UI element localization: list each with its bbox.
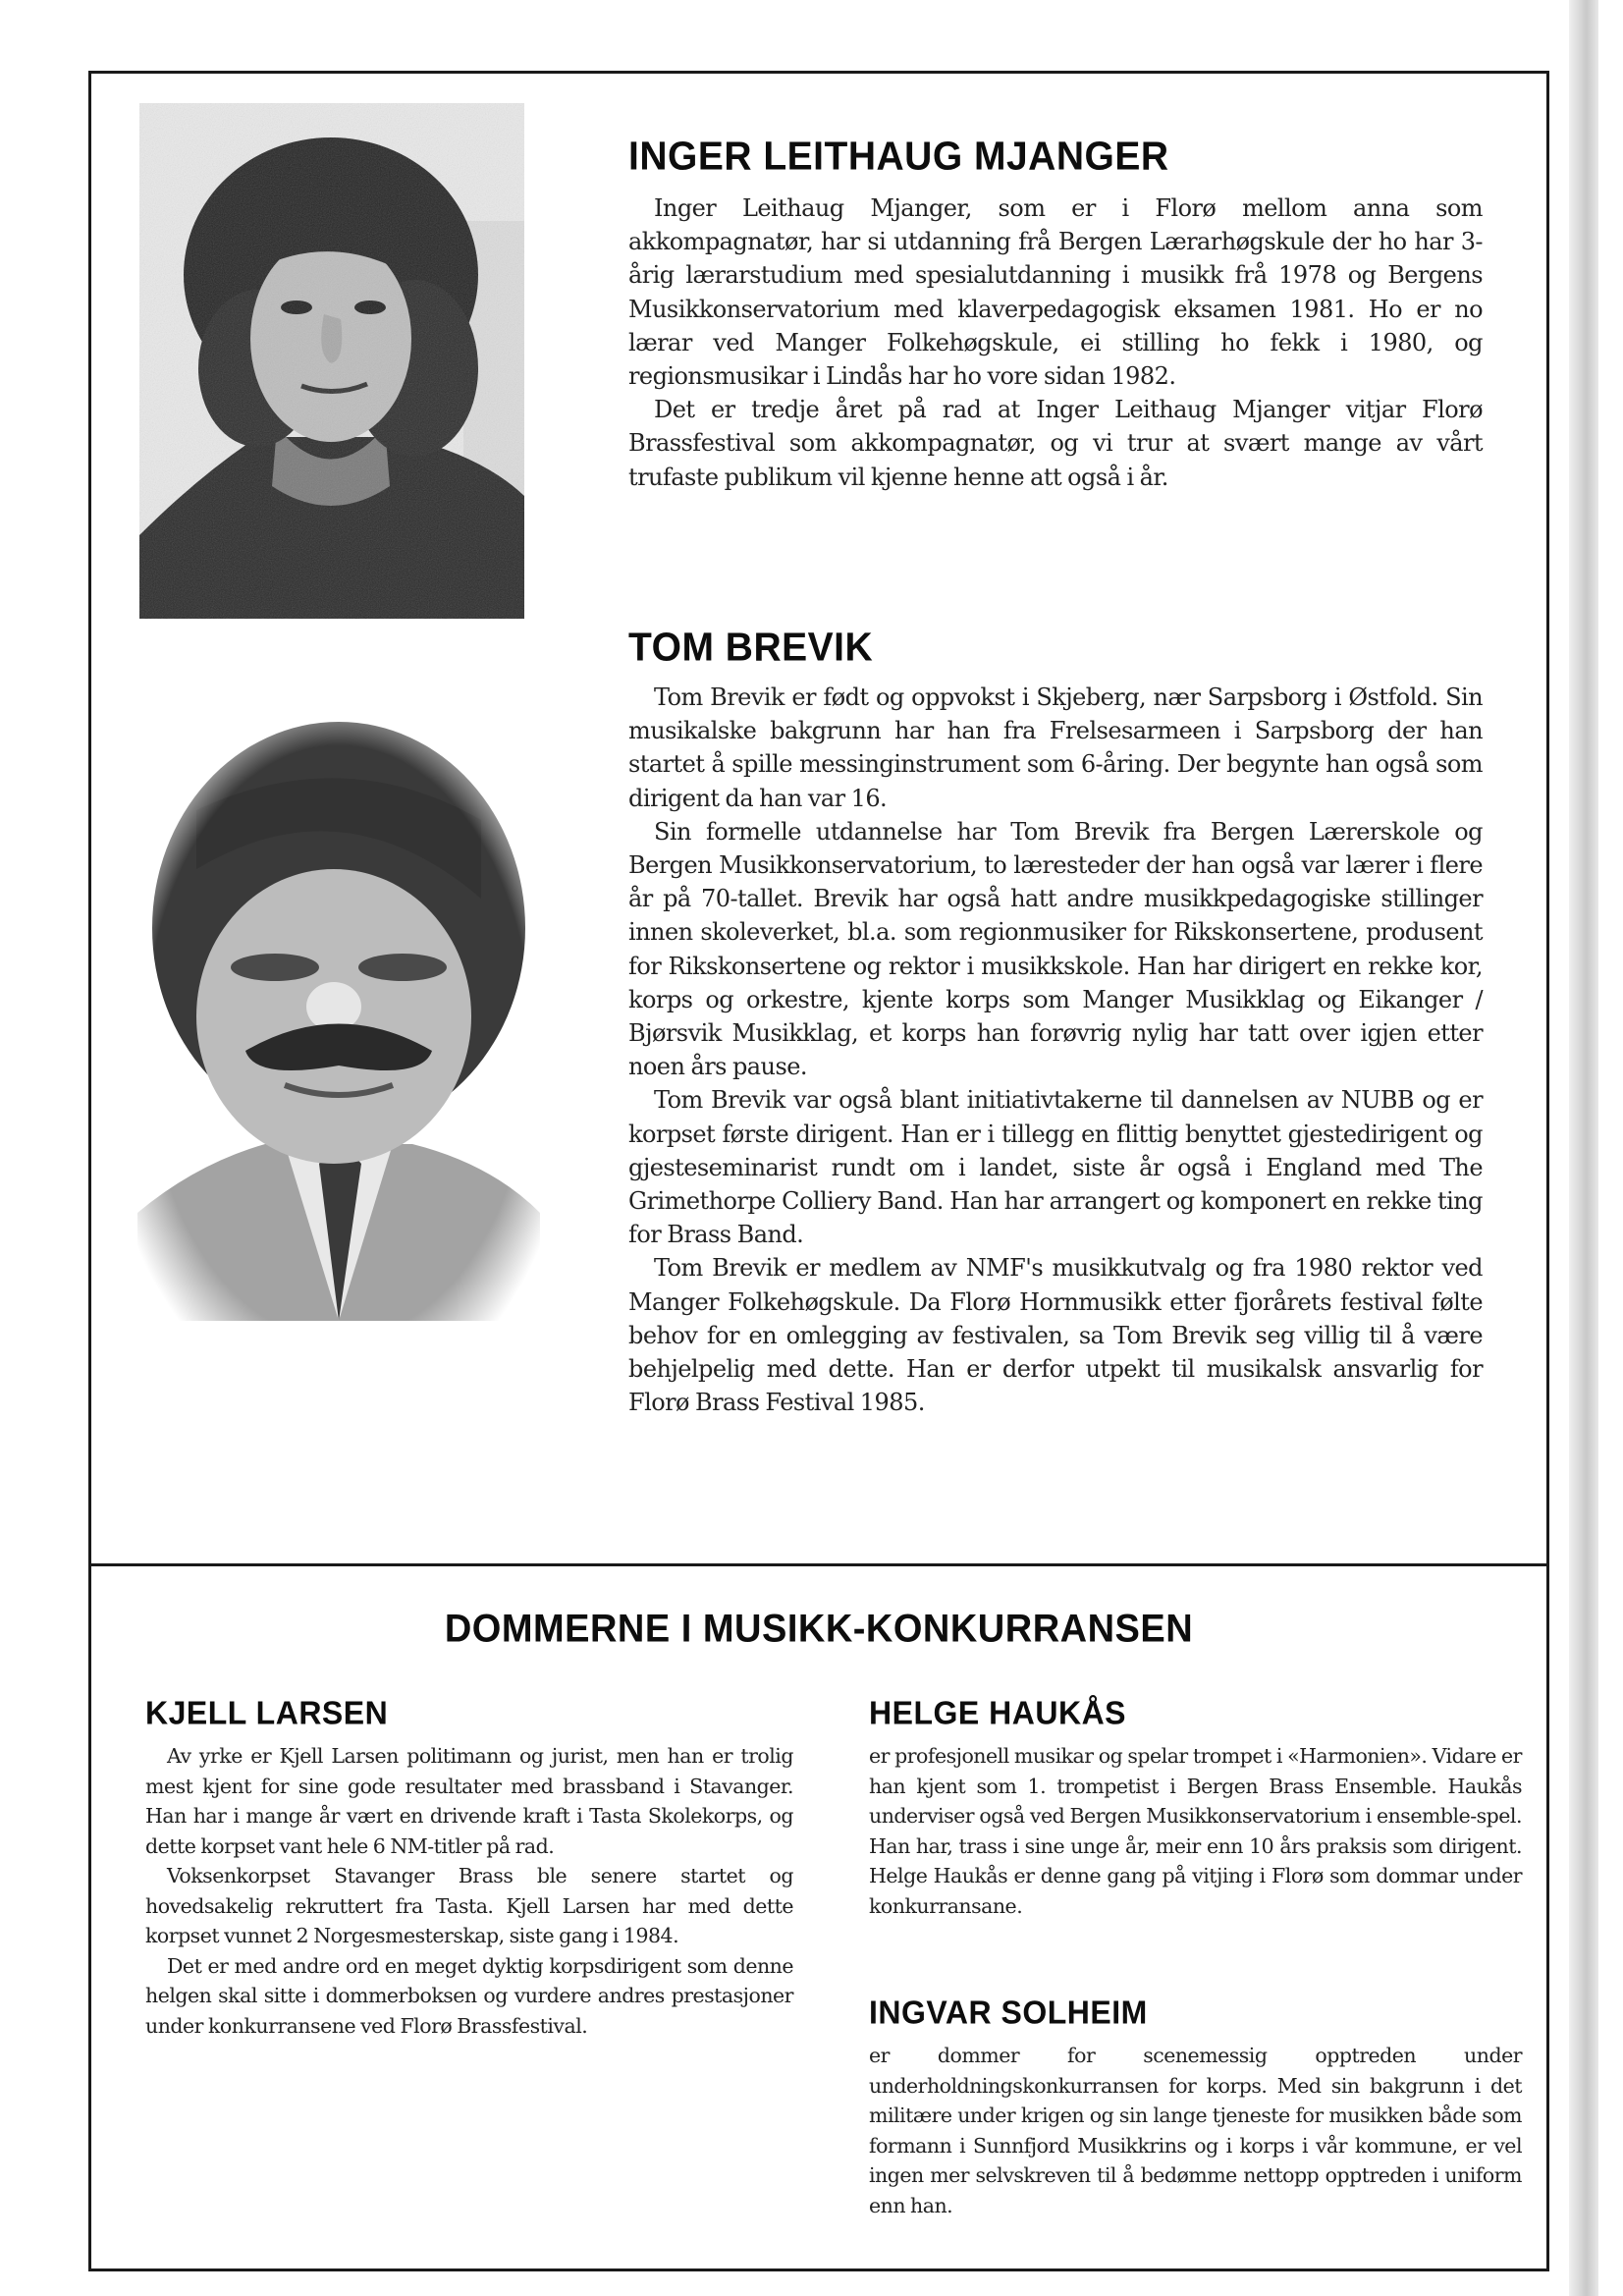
page-edge [1598, 0, 1623, 2296]
profile-heading-brevik: TOM BREVIK [628, 625, 874, 671]
paragraph: Det er tredje året på rad at Inger Leithaug Mjanger vitjar Florø Brassfestival som akkompagnatør, og vi trur at svært mange av vårt trufaste publikum vil kjenne henne att også i år. [628, 396, 1483, 491]
paragraph: Tom Brevik er medlem av NMF's musikkutvalg og fra 1980 rektor ved Manger Folkehøgskule. Da Florø Hornmusikk etter fjorårets festival følte behov for en omlegging av festivalen, sa Tom Brevik seg villig til å være behjelpelig med dette. Han er derfor utpekt til musikalsk ansvarlig for Florø Brass Festival 1985. [628, 1254, 1483, 1417]
paragraph: Tom Brevik er født og oppvokst i Skjeberg, nær Sarpsborg i Østfold. Sin musikalske bakgrunn har han fra Frelsesarmeen i Sarpsborg der han startet å spille messinginstrument som 6-åring. Der begynte han også som dirigent da han var 16. [628, 683, 1483, 812]
judge-body-solheim [869, 2041, 1522, 2220]
section-divider [88, 1563, 1549, 1566]
judge-heading-haukaas: HELGE HAUKÅS [869, 1694, 1127, 1731]
section-title-judges: DOMMERNE I MUSIKK-KONKURRANSEN [444, 1607, 1194, 1652]
profile-heading-mjanger: INGER LEITHAUG MJANGER [628, 134, 1169, 180]
photo-inger-leithaug-mjanger [139, 103, 524, 619]
page-gutter-shadow [1569, 0, 1598, 2296]
paragraph: er dommer for scenemessig opptreden under underholdningskonkurransen for korps. Med sin bakgrunn i det militære under krigen og sin lange tjeneste for musikken både som formann i Sunnfjord Musikkrins og i korps i vår kommune, er vel ingen mer selvskreven til å bedømme nettopp opptreden i uniform enn han. [869, 2044, 1522, 2217]
paragraph: Av yrke er Kjell Larsen politimann og jurist, men han er trolig mest kjent for sine gode resultater med brassband i Stavanger. Han har i mange år vært en drivende kraft i Tasta Skolekorps, og dette korpset vant hele 6 NM-titler på rad. [145, 1744, 793, 1858]
paragraph: Sin formelle utdannelse har Tom Brevik fra Bergen Lærerskole og Bergen Musikkonservatorium, to læresteder der han også var lærer i flere år på 70-tallet. Brevik har også hatt andre musikkpedagogiske stillinger innen skoleverket, bl.a. som regionmusiker for Rikskonsertene, produsent for Rikskonsertene og rektor i musikkskole. Han har dirigert en rekke kor, korps og orkestre, kjente korps som Manger Musikklag og Eikanger / Bjørsvik Musikklag, et korps han forøvrig nylig har tatt over igjen etter noen års pause. [628, 817, 1483, 1081]
judge-body-haukaas [869, 1741, 1522, 1921]
paragraph: er profesjonell musikar og spelar trompet i «Harmonien». Vidare er han kjent som 1. trompetist i Bergen Brass Ensemble. Haukås underviser også ved Bergen Musikkonservatorium i ensemble-spel. Han har, trass i sine unge år, meir enn 10 års praksis som dirigent. Helge Haukås er denne gang på vitjing i Florø som dommar under konkurransane. [869, 1744, 1522, 1918]
paragraph: Inger Leithaug Mjanger, som er i Florø mellom anna som akkompagnatør, har si utdanning frå Bergen Lærarhøgskule der ho har 3-årig lærarstudium med spesialutdanning i musikk frå 1978 og Bergens Musikkonservatorium med klaverpedagogisk eksamen 1981. Ho er no lærar ved Manger Folkehøgskule, ei stilling ho fekk i 1980, og regionsmusikar i Lindås har ho vore sidan 1982. [628, 194, 1483, 391]
judge-heading-solheim: INGVAR SOLHEIM [869, 1994, 1148, 2031]
paragraph: Voksenkorpset Stavanger Brass ble senere startet og hovedsakelig rekruttert fra Tasta. Kjell Larsen har med dette korpset vunnet 2 Norgesmesterskap, siste gang i 1984. [145, 1864, 793, 1947]
portrait-woman-icon [139, 103, 524, 619]
paragraph: Tom Brevik var også blant initiativtakerne til dannelsen av NUBB og er korpset første dirigent. Han er i tillegg en flittig benyttet gjestedirigent og gjesteseminarist rundt om i landet, siste år også i England med The Grimethorpe Colliery Band. Han har arrangert og komponert en rekke ting for Brass Band. [628, 1086, 1483, 1249]
profile-body-brevik [628, 681, 1483, 1419]
judge-body-larsen [145, 1741, 793, 2041]
judge-heading-larsen: KJELL LARSEN [145, 1694, 389, 1731]
photo-tom-brevik [137, 702, 540, 1321]
profile-body-mjanger [628, 191, 1483, 494]
paragraph: Det er med andre ord en meget dyktig korpsdirigent som denne helgen skal sitte i dommerboksen og vurdere andres prestasjoner under konkurransene ved Florø Brassfestival. [145, 1953, 793, 2038]
portrait-man-icon [137, 702, 540, 1321]
